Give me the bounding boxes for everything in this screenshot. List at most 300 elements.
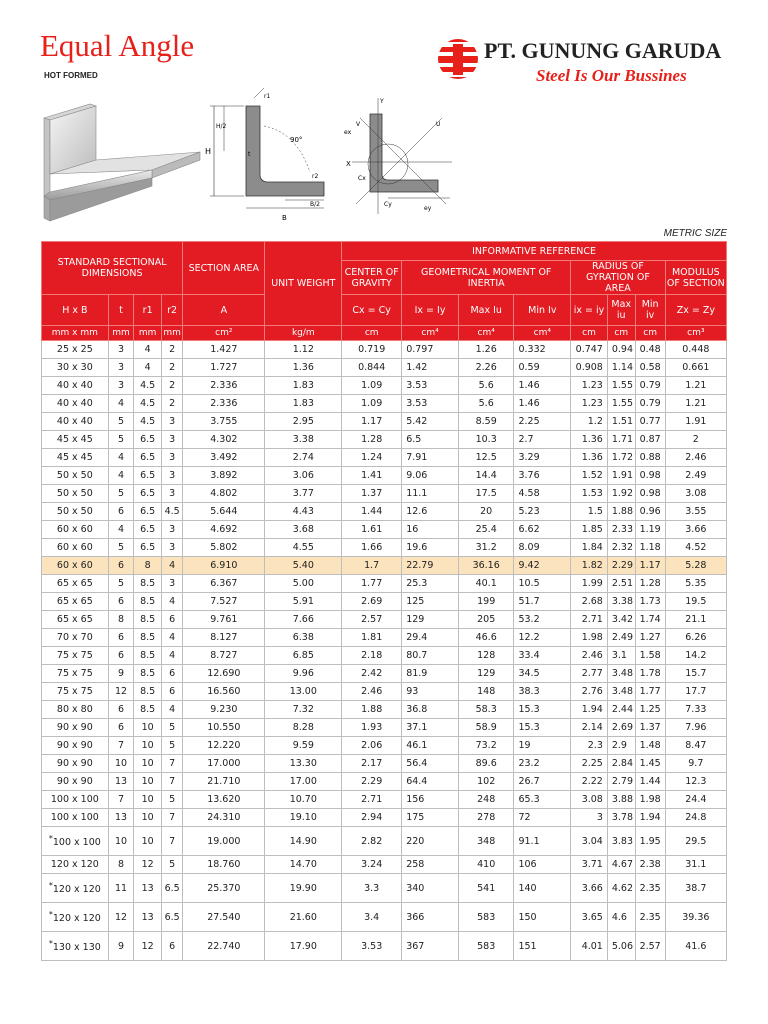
- cell-gv: 1.78: [635, 665, 665, 683]
- cell-t: 12: [108, 903, 134, 932]
- equal-angle-spec-table: [41, 241, 727, 961]
- cell-zx: 38.7: [665, 874, 726, 903]
- table-row: [42, 827, 727, 856]
- diagram-b-label: B: [282, 214, 287, 222]
- cell-t: 7: [108, 737, 134, 755]
- cell-iu: 583: [458, 903, 514, 932]
- cell-w: 2.74: [265, 449, 342, 467]
- unit-mm-r1: mm: [134, 326, 162, 341]
- cell-r1: 8.5: [134, 629, 162, 647]
- cell-t: 8: [108, 856, 134, 874]
- table-row: [42, 611, 727, 629]
- cell-size: 50 x 50: [42, 503, 109, 521]
- cell-iv: 12.2: [514, 629, 571, 647]
- cell-iv: 15.3: [514, 719, 571, 737]
- cell-gx: 3: [571, 809, 608, 827]
- cell-r1: 4.5: [134, 413, 162, 431]
- cell-iu: 58.3: [458, 701, 514, 719]
- cell-t: 13: [108, 773, 134, 791]
- cell-cx: 1.44: [342, 503, 402, 521]
- cell-gx: 3.08: [571, 791, 608, 809]
- cell-iu: 348: [458, 827, 514, 856]
- cell-iv: 1.46: [514, 395, 571, 413]
- cell-r2: 3: [162, 413, 183, 431]
- cell-t: 5: [108, 485, 134, 503]
- cell-iv: 91.1: [514, 827, 571, 856]
- cell-gx: 1.94: [571, 701, 608, 719]
- cell-r1: 13: [134, 874, 162, 903]
- cell-iu: 583: [458, 932, 514, 961]
- cell-r2: 3: [162, 449, 183, 467]
- cell-w: 2.95: [265, 413, 342, 431]
- cell-iu: 248: [458, 791, 514, 809]
- cell-zx: 2.46: [665, 449, 726, 467]
- cell-gu: 3.1: [607, 647, 635, 665]
- header-sym-r1: r1: [134, 295, 162, 326]
- cell-a: 7.527: [183, 593, 265, 611]
- cell-r1: 4: [134, 359, 162, 377]
- cell-r1: 8.5: [134, 593, 162, 611]
- star-mark: *: [48, 881, 53, 891]
- cell-t: 9: [108, 932, 134, 961]
- cell-gx: 1.36: [571, 449, 608, 467]
- table-row: [42, 755, 727, 773]
- cell-w: 3.38: [265, 431, 342, 449]
- cell-iu: 25.4: [458, 521, 514, 539]
- cell-gv: 0.98: [635, 467, 665, 485]
- cell-t: 6: [108, 503, 134, 521]
- unit-cm-gx: cm: [571, 326, 608, 341]
- cell-gx: 2.25: [571, 755, 608, 773]
- cell-a: 12.690: [183, 665, 265, 683]
- cell-gu: 3.48: [607, 683, 635, 701]
- cell-iv: 150: [514, 903, 571, 932]
- cell-w: 3.77: [265, 485, 342, 503]
- cell-gv: 2.35: [635, 874, 665, 903]
- axes-v-label: V: [356, 121, 361, 128]
- unit-cm-cg: cm: [342, 326, 402, 341]
- cell-gu: 2.33: [607, 521, 635, 539]
- cell-a: 9.230: [183, 701, 265, 719]
- cell-iu: 148: [458, 683, 514, 701]
- unit-mm-r2: mm: [162, 326, 183, 341]
- garuda-logo-icon: [438, 30, 478, 88]
- cell-r1: 8.5: [134, 701, 162, 719]
- cell-a: 1.727: [183, 359, 265, 377]
- cell-a: 1.427: [183, 341, 265, 359]
- cell-w: 4.43: [265, 503, 342, 521]
- cell-a: 5.802: [183, 539, 265, 557]
- cell-ix: 56.4: [402, 755, 459, 773]
- cell-w: 3.06: [265, 467, 342, 485]
- cell-a: 21.710: [183, 773, 265, 791]
- cell-t: 9: [108, 665, 134, 683]
- cell-iu: 12.5: [458, 449, 514, 467]
- cell-zx: 31.1: [665, 856, 726, 874]
- cell-a: 13.620: [183, 791, 265, 809]
- cell-t: 6: [108, 557, 134, 575]
- cell-iv: 140: [514, 874, 571, 903]
- cell-iv: 34.5: [514, 665, 571, 683]
- cell-a: 4.692: [183, 521, 265, 539]
- cell-ix: 7.91: [402, 449, 459, 467]
- cell-r2: 2: [162, 395, 183, 413]
- axes-y-label: Y: [380, 98, 384, 105]
- header-sym-ix: Ix = Iy: [402, 295, 459, 326]
- cell-zx: 24.8: [665, 809, 726, 827]
- unit-mmxmm: mm x mm: [42, 326, 109, 341]
- cell-cx: 2.82: [342, 827, 402, 856]
- cell-iu: 36.16: [458, 557, 514, 575]
- cell-iu: 129: [458, 665, 514, 683]
- cell-zx: 9.7: [665, 755, 726, 773]
- cell-iu: 8.59: [458, 413, 514, 431]
- cell-zx: 1.21: [665, 377, 726, 395]
- cell-size: 120 x 120: [42, 856, 109, 874]
- unit-cm-gu: cm: [607, 326, 635, 341]
- cell-gx: 1.82: [571, 557, 608, 575]
- cell-w: 19.10: [265, 809, 342, 827]
- cell-r1: 10: [134, 737, 162, 755]
- cell-a: 12.220: [183, 737, 265, 755]
- cell-gv: 1.19: [635, 521, 665, 539]
- cell-gx: 3.71: [571, 856, 608, 874]
- cell-ix: 37.1: [402, 719, 459, 737]
- cell-w: 1.83: [265, 395, 342, 413]
- cell-zx: 1.91: [665, 413, 726, 431]
- table-row: [42, 932, 727, 961]
- star-mark: *: [48, 910, 53, 920]
- cell-iu: 199: [458, 593, 514, 611]
- cell-gv: 1.74: [635, 611, 665, 629]
- cell-a: 10.550: [183, 719, 265, 737]
- cell-zx: 39.36: [665, 903, 726, 932]
- cell-iv: 38.3: [514, 683, 571, 701]
- size-text: 120 x 120: [52, 884, 101, 896]
- cell-gx: 2.77: [571, 665, 608, 683]
- cell-zx: 21.1: [665, 611, 726, 629]
- cell-r1: 10: [134, 809, 162, 827]
- size-text: 100 x 100: [52, 837, 101, 849]
- cell-iv: 72: [514, 809, 571, 827]
- cell-r1: 8.5: [134, 575, 162, 593]
- cell-iu: 10.3: [458, 431, 514, 449]
- cell-t: 5: [108, 413, 134, 431]
- diagram-angle-label: 90°: [290, 136, 303, 144]
- cell-gv: 1.77: [635, 683, 665, 701]
- cell-zx: 7.96: [665, 719, 726, 737]
- cell-gx: 1.36: [571, 431, 608, 449]
- cell-r1: 4.5: [134, 395, 162, 413]
- cell-gu: 2.9: [607, 737, 635, 755]
- cell-t: 10: [108, 827, 134, 856]
- cell-gx: 3.65: [571, 903, 608, 932]
- cell-size: 50 x 50: [42, 485, 109, 503]
- cell-iu: 14.4: [458, 467, 514, 485]
- cell-w: 6.38: [265, 629, 342, 647]
- axes-x-label: X: [346, 160, 351, 168]
- cell-a: 3.492: [183, 449, 265, 467]
- star-mark: *: [48, 834, 53, 844]
- cell-ix: 220: [402, 827, 459, 856]
- cell-r2: 6.5: [162, 903, 183, 932]
- cell-gu: 4.67: [607, 856, 635, 874]
- cell-size: 75 x 75: [42, 665, 109, 683]
- cell-cx: 2.17: [342, 755, 402, 773]
- cell-w: 9.96: [265, 665, 342, 683]
- header-center-gravity: CENTER OF GRAVITY: [342, 261, 402, 295]
- cell-ix: 81.9: [402, 665, 459, 683]
- cell-a: 27.540: [183, 903, 265, 932]
- header-unit-weight: UNIT WEIGHT: [265, 242, 342, 326]
- cell-size: [42, 874, 109, 903]
- cell-ix: 175: [402, 809, 459, 827]
- cell-iu: 5.6: [458, 395, 514, 413]
- cell-w: 3.68: [265, 521, 342, 539]
- cell-gv: 1.73: [635, 593, 665, 611]
- cell-gu: 1.55: [607, 377, 635, 395]
- cell-ix: 6.5: [402, 431, 459, 449]
- cell-gx: 2.3: [571, 737, 608, 755]
- cell-zx: 1.21: [665, 395, 726, 413]
- angle-dimension-diagram: [200, 86, 340, 228]
- cell-size: 30 x 30: [42, 359, 109, 377]
- cell-zx: 12.3: [665, 773, 726, 791]
- cell-gu: 2.44: [607, 701, 635, 719]
- cell-zx: 7.33: [665, 701, 726, 719]
- cell-zx: 17.7: [665, 683, 726, 701]
- cell-r2: 5: [162, 719, 183, 737]
- cell-t: 8: [108, 611, 134, 629]
- cell-gu: 0.94: [607, 341, 635, 359]
- cell-gu: 3.88: [607, 791, 635, 809]
- cell-iv: 106: [514, 856, 571, 874]
- cell-cx: 1.17: [342, 413, 402, 431]
- cell-cx: 1.61: [342, 521, 402, 539]
- cell-a: 25.370: [183, 874, 265, 903]
- cell-size: 80 x 80: [42, 701, 109, 719]
- header-sym-t: t: [108, 295, 134, 326]
- cell-r2: 2: [162, 341, 183, 359]
- cell-t: 12: [108, 683, 134, 701]
- unit-cm2: cm²: [183, 326, 265, 341]
- cell-zx: 5.35: [665, 575, 726, 593]
- cell-cx: 1.09: [342, 377, 402, 395]
- table-row: [42, 629, 727, 647]
- cell-zx: 3.66: [665, 521, 726, 539]
- header-sym-miniv2: Min iv: [635, 295, 665, 326]
- cell-iv: 9.42: [514, 557, 571, 575]
- cell-gv: 0.79: [635, 377, 665, 395]
- cell-size: 70 x 70: [42, 629, 109, 647]
- cell-iv: 23.2: [514, 755, 571, 773]
- table-row: [42, 467, 727, 485]
- cell-ix: 125: [402, 593, 459, 611]
- cell-gv: 1.37: [635, 719, 665, 737]
- cell-size: 90 x 90: [42, 773, 109, 791]
- cell-cx: 1.81: [342, 629, 402, 647]
- cell-t: 4: [108, 521, 134, 539]
- table-row: [42, 791, 727, 809]
- table-row: [42, 431, 727, 449]
- cell-size: 45 x 45: [42, 431, 109, 449]
- cell-iu: 20: [458, 503, 514, 521]
- cell-r2: 3: [162, 521, 183, 539]
- cell-ix: 12.6: [402, 503, 459, 521]
- cell-w: 9.59: [265, 737, 342, 755]
- cell-cx: 2.94: [342, 809, 402, 827]
- cell-t: 5: [108, 539, 134, 557]
- cell-gx: 1.23: [571, 377, 608, 395]
- cell-w: 14.70: [265, 856, 342, 874]
- cell-gu: 4.62: [607, 874, 635, 903]
- diagram-h-label: H: [205, 147, 212, 156]
- cell-gu: 4.6: [607, 903, 635, 932]
- cell-gu: 2.69: [607, 719, 635, 737]
- cell-r2: 4: [162, 593, 183, 611]
- cell-gu: 2.32: [607, 539, 635, 557]
- cell-ix: 367: [402, 932, 459, 961]
- cell-gv: 1.45: [635, 755, 665, 773]
- cell-a: 8.727: [183, 647, 265, 665]
- unit-mm-t: mm: [108, 326, 134, 341]
- unit-cm4-iv: cm⁴: [514, 326, 571, 341]
- cell-gv: 1.44: [635, 773, 665, 791]
- cell-ix: 129: [402, 611, 459, 629]
- cell-r2: 5: [162, 791, 183, 809]
- cell-ix: 5.42: [402, 413, 459, 431]
- cell-iv: 5.23: [514, 503, 571, 521]
- table-row: [42, 874, 727, 903]
- cell-a: 6.910: [183, 557, 265, 575]
- cell-r2: 5: [162, 856, 183, 874]
- cell-zx: 0.661: [665, 359, 726, 377]
- cell-r2: 2: [162, 377, 183, 395]
- metric-size-label: METRIC SIZE: [663, 228, 727, 239]
- cell-w: 1.12: [265, 341, 342, 359]
- header-sym-cx: Cx = Cy: [342, 295, 402, 326]
- unit-kgm: kg/m: [265, 326, 342, 341]
- cell-gv: 0.79: [635, 395, 665, 413]
- cell-gu: 1.55: [607, 395, 635, 413]
- header-standard-dimensions: STANDARD SECTIONAL DIMENSIONS: [42, 242, 183, 295]
- cell-r2: 6.5: [162, 874, 183, 903]
- cell-cx: 2.71: [342, 791, 402, 809]
- cell-t: 4: [108, 449, 134, 467]
- cell-ix: 1.42: [402, 359, 459, 377]
- diagram-r1-label: r1: [264, 93, 271, 100]
- header-informative-reference: INFORMATIVE REFERENCE: [342, 242, 727, 261]
- cell-ix: 3.53: [402, 377, 459, 395]
- cell-r1: 10: [134, 791, 162, 809]
- cell-gu: 2.51: [607, 575, 635, 593]
- cell-gx: 2.46: [571, 647, 608, 665]
- star-mark: *: [48, 939, 53, 949]
- cell-t: 5: [108, 431, 134, 449]
- cell-r2: 4.5: [162, 503, 183, 521]
- cell-w: 17.90: [265, 932, 342, 961]
- cell-ix: 29.4: [402, 629, 459, 647]
- cell-r2: 4: [162, 557, 183, 575]
- cell-t: 3: [108, 359, 134, 377]
- cell-gu: 1.71: [607, 431, 635, 449]
- cell-iu: 73.2: [458, 737, 514, 755]
- cell-size: 40 x 40: [42, 377, 109, 395]
- cell-gv: 1.25: [635, 701, 665, 719]
- cell-a: 4.802: [183, 485, 265, 503]
- cell-size: 90 x 90: [42, 737, 109, 755]
- cell-zx: 15.7: [665, 665, 726, 683]
- table-row: [42, 773, 727, 791]
- header-sym-miniv: Min Iv: [514, 295, 571, 326]
- table-row: [42, 575, 727, 593]
- cell-gu: 2.79: [607, 773, 635, 791]
- cell-gx: 2.76: [571, 683, 608, 701]
- header-sym-a: A: [183, 295, 265, 326]
- cell-zx: 4.52: [665, 539, 726, 557]
- cell-cx: 1.88: [342, 701, 402, 719]
- cell-iu: 17.5: [458, 485, 514, 503]
- axes-cx-label: Cx: [358, 175, 366, 182]
- cell-r1: 6.5: [134, 449, 162, 467]
- cell-ix: 3.53: [402, 395, 459, 413]
- cell-t: 7: [108, 791, 134, 809]
- cell-t: 6: [108, 629, 134, 647]
- cell-r1: 13: [134, 903, 162, 932]
- cell-a: 19.000: [183, 827, 265, 856]
- cell-zx: 5.28: [665, 557, 726, 575]
- cell-size: 45 x 45: [42, 449, 109, 467]
- cell-iv: 3.76: [514, 467, 571, 485]
- cell-w: 17.00: [265, 773, 342, 791]
- diagram-t-label: t: [248, 151, 251, 158]
- cell-size: 90 x 90: [42, 719, 109, 737]
- table-row: [42, 903, 727, 932]
- cell-t: 13: [108, 809, 134, 827]
- cell-iv: 53.2: [514, 611, 571, 629]
- cell-gx: 1.5: [571, 503, 608, 521]
- cell-gx: 1.2: [571, 413, 608, 431]
- cell-w: 1.36: [265, 359, 342, 377]
- cell-w: 21.60: [265, 903, 342, 932]
- table-row: [42, 737, 727, 755]
- cell-a: 2.336: [183, 395, 265, 413]
- header-sym-hxb: H x B: [42, 295, 109, 326]
- cell-r1: 10: [134, 773, 162, 791]
- table-row: [42, 683, 727, 701]
- table-row: [42, 647, 727, 665]
- cell-r1: 6.5: [134, 431, 162, 449]
- cell-t: 4: [108, 395, 134, 413]
- cell-t: 11: [108, 874, 134, 903]
- cell-gv: 0.77: [635, 413, 665, 431]
- cell-gx: 1.98: [571, 629, 608, 647]
- cell-cx: 3.53: [342, 932, 402, 961]
- cell-gx: 3.04: [571, 827, 608, 856]
- cell-t: 3: [108, 377, 134, 395]
- cell-gu: 1.92: [607, 485, 635, 503]
- cell-t: 4: [108, 467, 134, 485]
- angle-bar-3d-illustration: [40, 100, 205, 225]
- cell-gv: 0.96: [635, 503, 665, 521]
- cell-cx: 2.18: [342, 647, 402, 665]
- cell-gu: 5.06: [607, 932, 635, 961]
- cell-ix: 36.8: [402, 701, 459, 719]
- cell-iv: 51.7: [514, 593, 571, 611]
- cell-t: 6: [108, 593, 134, 611]
- cell-zx: 2: [665, 431, 726, 449]
- table-row: [42, 593, 727, 611]
